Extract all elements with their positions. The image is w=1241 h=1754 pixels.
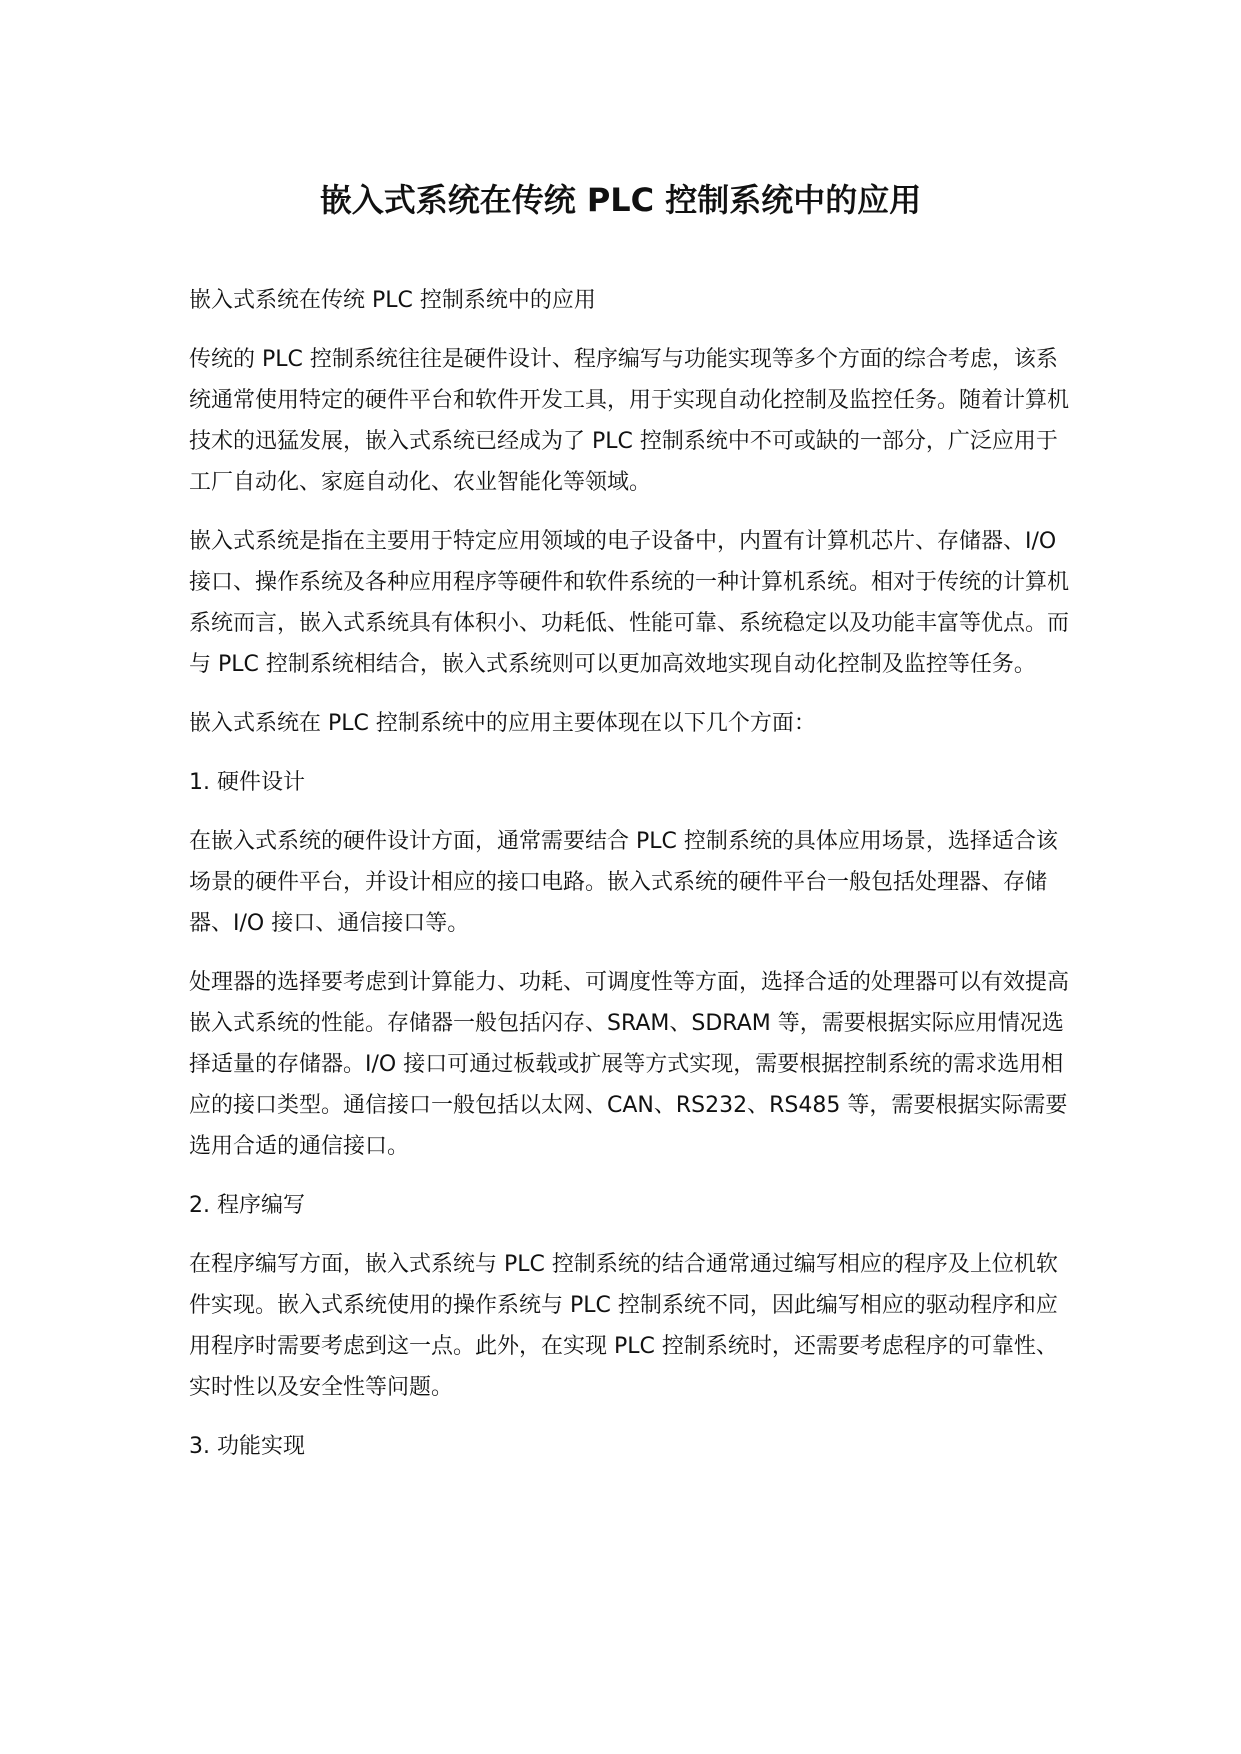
document-body [189,280,1069,1485]
paragraph-hardware: 在嵌入式系统的硬件设计方面，通常需要结合 PLC 控制系统的具体应用场景，选择适合该场景的硬件平台，并设计相应的接口电路。嵌入式系统的硬件平台一般包括处理器、存储器、I/O 接口、通信接口等。 [189,829,1058,936]
paragraph-programming: 在程序编写方面，嵌入式系统与 PLC 控制系统的结合通常通过编写相应的程序及上位机软件实现。嵌入式系统使用的操作系统与 PLC 控制系统不同，因此编写相应的驱动程序和应用程序时需要考虑到这一点。此外，在实现 PLC 控制系统时，还需要考虑程序的可靠性、实时性以及安全性等问题。 [189,1252,1058,1400]
paragraph-aspects: 嵌入式系统在 PLC 控制系统中的应用主要体现在以下几个方面： [189,711,816,736]
section-heading-programming: 2. 程序编写 [189,1193,305,1218]
document-title: 嵌入式系统在传统 PLC 控制系统中的应用 [319,181,922,219]
paragraph-definition: 嵌入式系统是指在主要用于特定应用领域的电子设备中，内置有计算机芯片、存储器、I/O 接口、操作系统及各种应用程序等硬件和软件系统的一种计算机系统。相对于传统的计算机系统而言，嵌入式系统具有体积小、功耗低、性能可靠、系统稳定以及功能丰富等优点。而与 PLC 控制系统相结合，嵌入式系统则可以更加高效地实现自动化控制及监控等任务。 [189,529,1070,677]
paragraph-processor: 处理器的选择要考虑到计算能力、功耗、可调度性等方面，选择合适的处理器可以有效提高嵌入式系统的性能。存储器一般包括闪存、SRAM、SDRAM 等，需要根据实际应用情况选择适量的存储器。I/O 接口可通过板载或扩展等方式实现，需要根据控制系统的需求选用相应的接口类型。通信接口一般包括以太网、CAN、RS232、RS485 等，需要根据实际需要选用合适的通信接口。 [189,970,1070,1159]
section-heading-function: 3. 功能实现 [189,1434,305,1459]
paragraph-intro: 传统的 PLC 控制系统往往是硬件设计、程序编写与功能实现等多个方面的综合考虑，该系统通常使用特定的硬件平台和软件开发工具，用于实现自动化控制及监控任务。随着计算机技术的迅猛发展，嵌入式系统已经成为了 PLC 控制系统中不可或缺的一部分，广泛应用于工厂自动化、家庭自动化、农业智能化等领域。 [189,347,1070,495]
section-heading-hardware: 1. 硬件设计 [189,770,305,795]
paragraph-subtitle: 嵌入式系统在传统 PLC 控制系统中的应用 [189,288,596,313]
